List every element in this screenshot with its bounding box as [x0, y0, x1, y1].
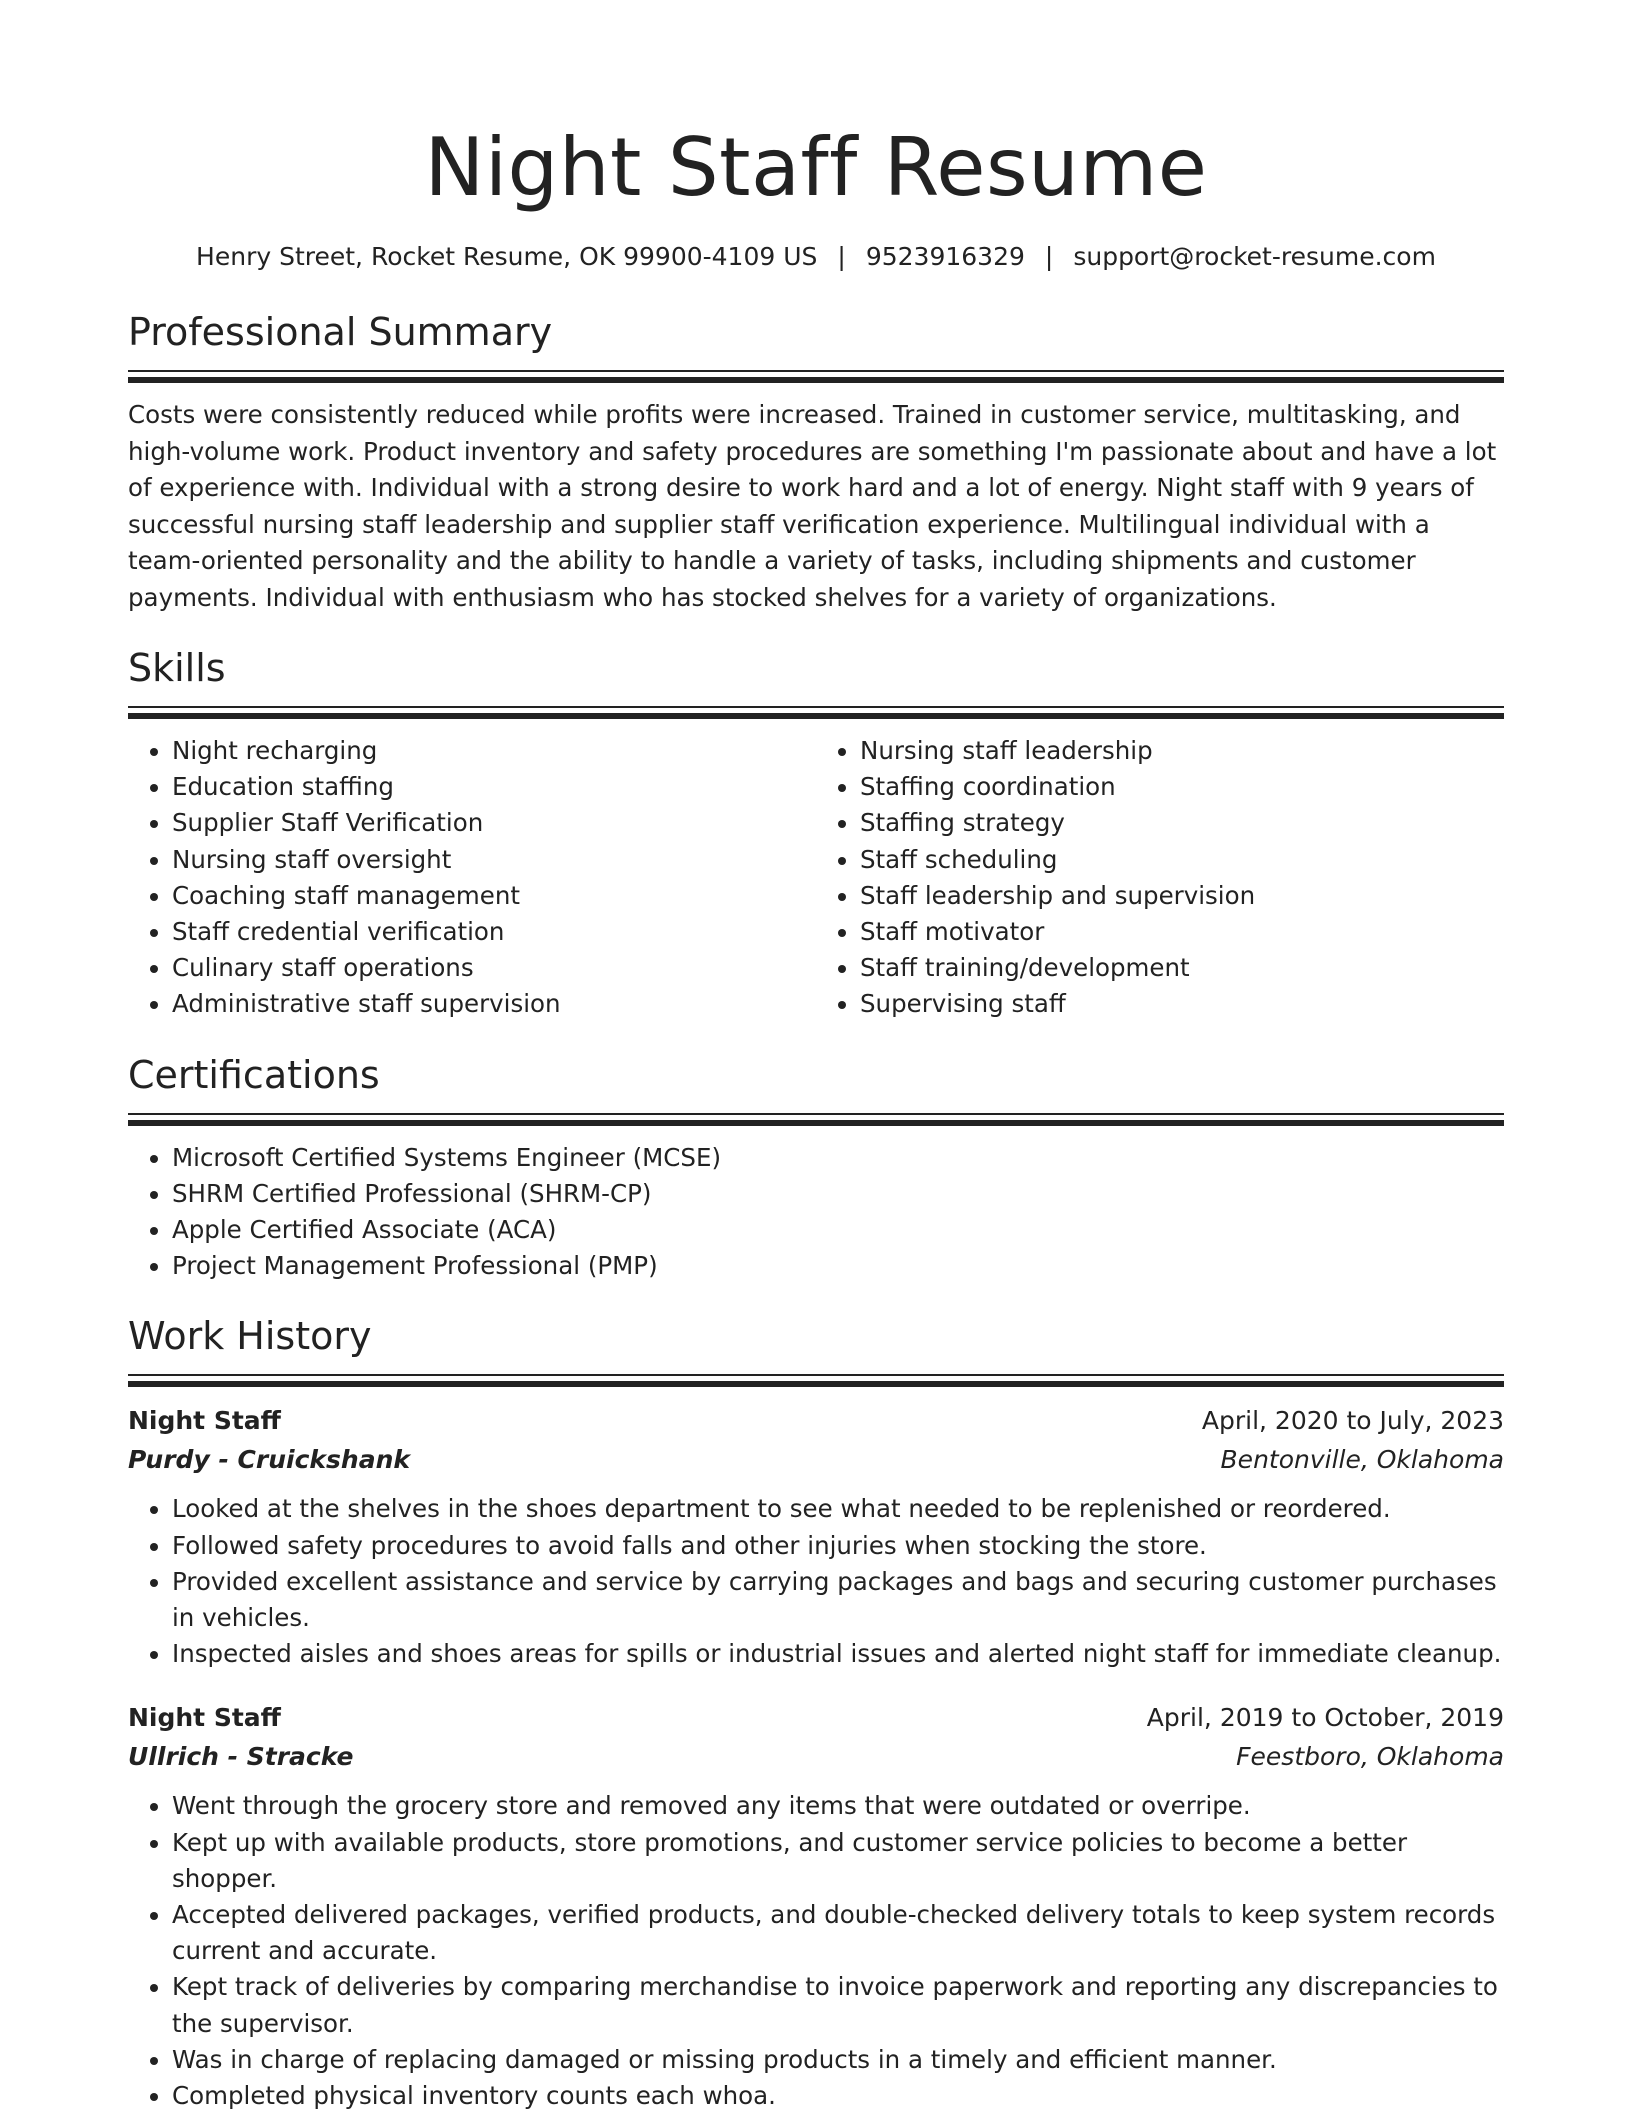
skill-item: • Staffing coordination	[860, 769, 1504, 805]
skill-item: • Coaching staff management	[172, 878, 816, 914]
contact-email: support@rocket-resume.com	[1073, 242, 1436, 271]
job-entry	[128, 1698, 1504, 2114]
certification-item: • Apple Certified Associate (ACA)	[172, 1212, 1504, 1248]
job-location: Bentonville, Oklahoma	[1220, 1445, 1504, 1475]
job-company: Purdy - Cruickshank	[128, 1445, 410, 1475]
job-header-row	[128, 1401, 1504, 1440]
skills-list-left	[128, 733, 816, 1023]
section-divider	[128, 1374, 1504, 1387]
job-title: Night Staff	[128, 1406, 281, 1436]
skill-item: • Nursing staff oversight	[172, 842, 816, 878]
skill-item: • Staff motivator	[860, 914, 1504, 950]
skill-item: • Night recharging	[172, 733, 816, 769]
summary-text: Costs were consistently reduced while profits were increased. Trained in customer service, multitasking, and high-volume work. Product inventory and safety procedures are something I'm passionate about and have a lot of experience with. Individual with a strong desire to work hard and a lot of energy. Night staff with 9 years of successful nursing staff leadership and supplier staff verification experience. Multilingual individual with a team-oriented personality and the ability to handle a variety of tasks, including shipments and customer payments. Individual with enthusiasm who has stocked shelves for a variety of organizations.	[128, 400, 1497, 612]
certification-item: • SHRM Certified Professional (SHRM-CP)	[172, 1176, 1504, 1212]
contact-separator: |	[1044, 242, 1054, 271]
section-heading-summary: Professional Summary	[128, 310, 553, 354]
skill-item: • Administrative staff supervision	[172, 986, 816, 1022]
job-entry	[128, 1401, 1504, 1672]
summary-section	[128, 308, 1504, 616]
certification-item: • Project Management Professional (PMP)	[172, 1248, 1504, 1284]
skill-item: • Staff training/development	[860, 950, 1504, 986]
job-bullets	[128, 1491, 1504, 1672]
job-dates: April, 2019 to October, 2019	[1146, 1703, 1504, 1733]
contact-address: Henry Street, Rocket Resume, OK 99900-4109 US	[196, 242, 818, 271]
skills-grid	[128, 733, 1504, 1023]
skills-section	[128, 644, 1504, 1023]
contact-phone: 9523916329	[865, 242, 1025, 271]
section-divider	[128, 706, 1504, 719]
work-history-section	[128, 1312, 1504, 2114]
skill-item: • Staffing strategy	[860, 805, 1504, 841]
skills-column-left	[128, 733, 816, 1023]
section-divider	[128, 1113, 1504, 1126]
skill-item: • Supervising staff	[860, 986, 1504, 1022]
job-bullet: • Kept track of deliveries by comparing merchandise to invoice paperwork and reporting any discrepancies to the supervisor.	[172, 1969, 1504, 2041]
section-heading-certifications: Certifications	[128, 1052, 380, 1097]
certifications-list	[128, 1140, 1504, 1285]
job-company: Ullrich - Stracke	[128, 1742, 354, 1772]
job-bullet: • Provided excellent assistance and service by carrying packages and bags and securing customer purchases in vehicles.	[172, 1564, 1504, 1636]
skills-list-right	[816, 733, 1504, 1023]
skill-item: • Supplier Staff Verification	[172, 805, 816, 841]
skill-item: • Education staffing	[172, 769, 816, 805]
section-heading-work-history: Work History	[128, 1314, 372, 1359]
certifications-section	[128, 1051, 1504, 1285]
skill-item: • Staff leadership and supervision	[860, 878, 1504, 914]
section-divider	[128, 370, 1504, 383]
job-dates: April, 2020 to July, 2023	[1201, 1406, 1504, 1436]
skill-item: • Staff credential verification	[172, 914, 816, 950]
job-bullet: • Completed physical inventory counts each whoa.	[172, 2078, 1504, 2114]
job-bullets	[128, 1788, 1504, 2114]
job-bullet: • Kept up with available products, store promotions, and customer service policies to become a better shopper.	[172, 1825, 1504, 1897]
job-bullet: • Inspected aisles and shoes areas for spills or industrial issues and alerted night staff for immediate cleanup.	[172, 1636, 1504, 1672]
section-heading-skills: Skills	[128, 646, 226, 690]
job-company-row	[128, 1737, 1504, 1776]
job-company-row	[128, 1440, 1504, 1479]
contact-line	[128, 240, 1504, 274]
job-bullet: • Went through the grocery store and removed any items that were outdated or overripe.	[172, 1788, 1504, 1824]
skill-item: • Nursing staff leadership	[860, 733, 1504, 769]
skill-item: • Staff scheduling	[860, 842, 1504, 878]
job-title: Night Staff	[128, 1703, 281, 1733]
job-bullet: • Accepted delivered packages, verified products, and double-checked delivery totals to keep system records current and accurate.	[172, 1897, 1504, 1969]
job-bullet: • Was in charge of replacing damaged or missing products in a timely and efficient manner.	[172, 2042, 1504, 2078]
job-bullet: • Followed safety procedures to avoid falls and other injuries when stocking the store.	[172, 1528, 1504, 1564]
job-bullet: • Looked at the shelves in the shoes department to see what needed to be replenished or reordered.	[172, 1491, 1504, 1527]
skill-item: • Culinary staff operations	[172, 950, 816, 986]
skills-column-right	[816, 733, 1504, 1023]
certification-item: • Microsoft Certified Systems Engineer (MCSE)	[172, 1140, 1504, 1176]
job-location: Feestboro, Oklahoma	[1236, 1742, 1504, 1772]
resume-title: Night Staff Resume	[424, 121, 1208, 214]
job-header-row	[128, 1698, 1504, 1737]
contact-separator: |	[837, 242, 846, 271]
